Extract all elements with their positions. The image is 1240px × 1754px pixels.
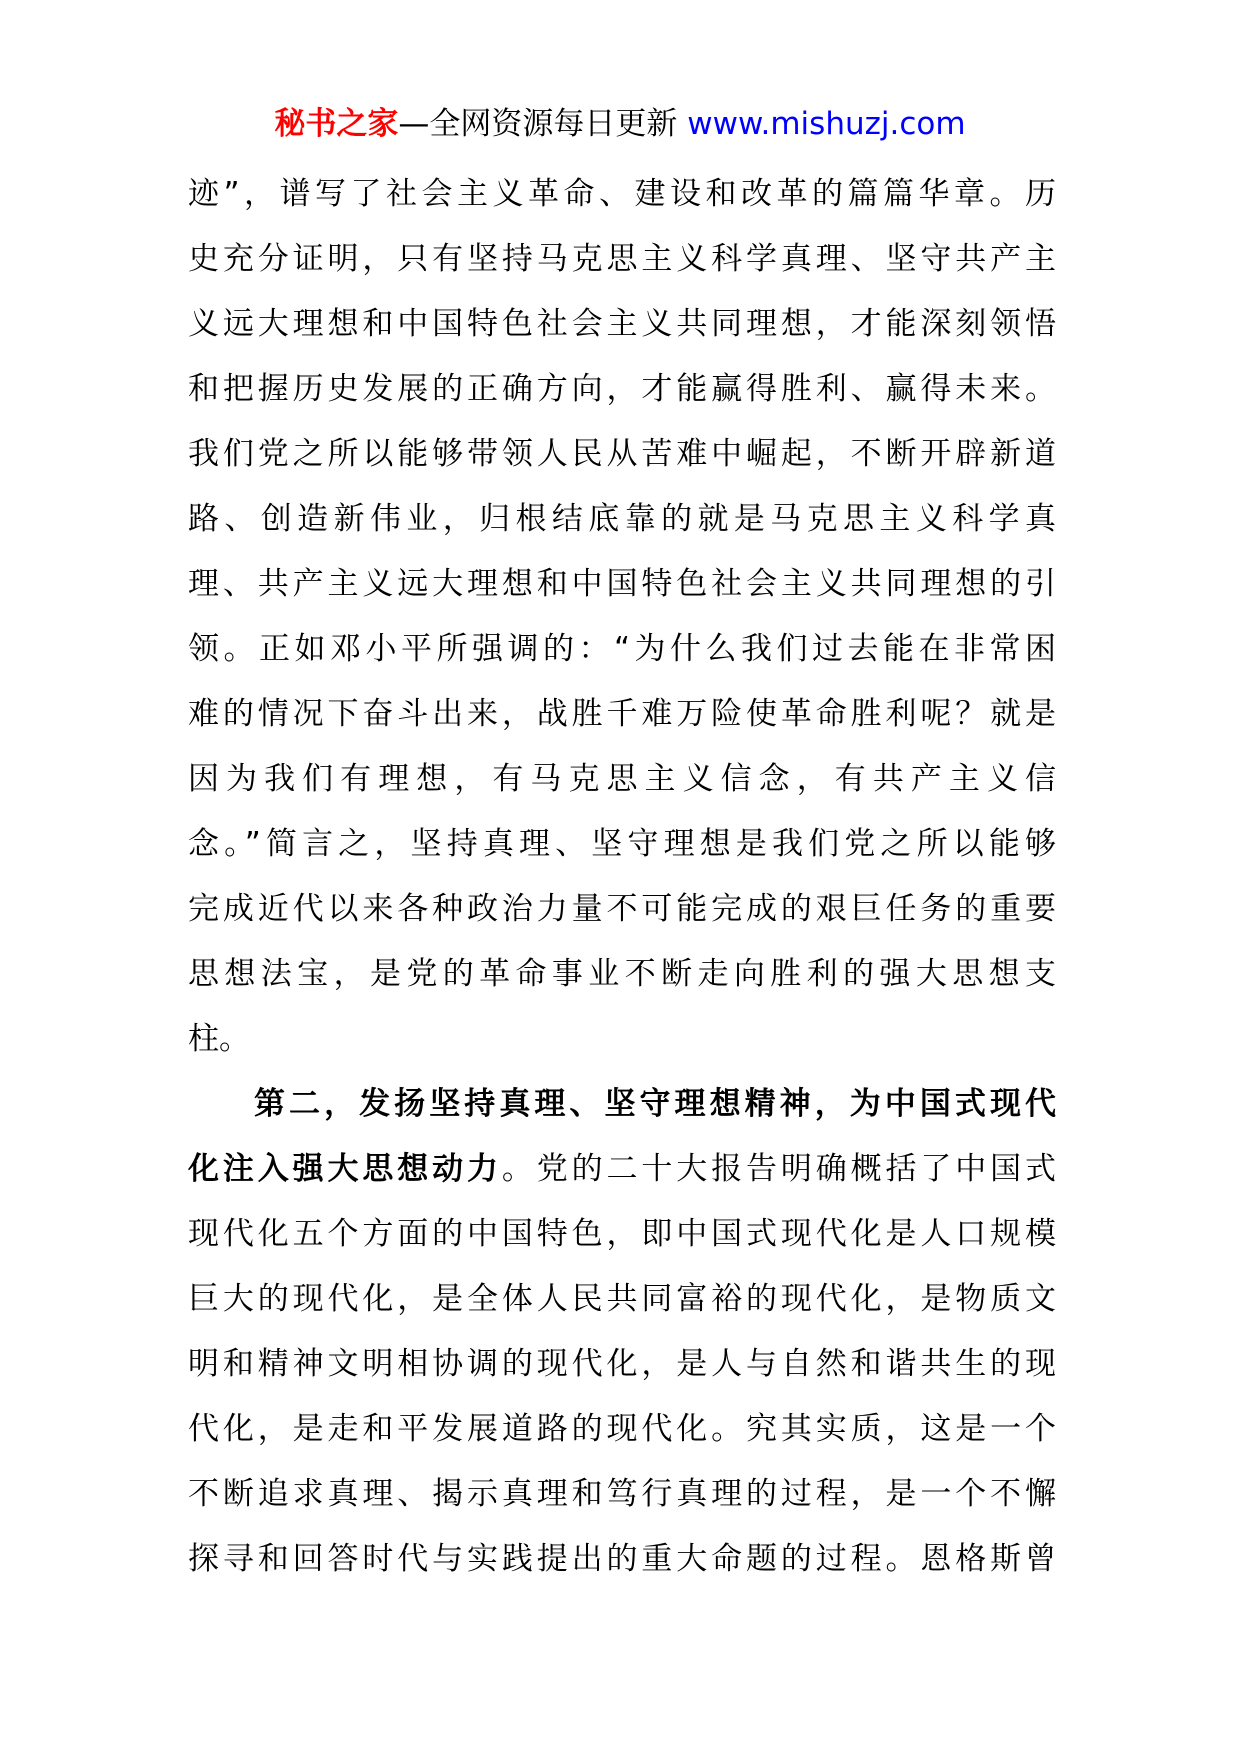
text-line: 难的情况下奋斗出来，战胜千难万险使革命胜利呢？就是 xyxy=(188,696,1056,732)
text-line: 我们党之所以能够带领人民从苦难中崛起，不断开辟新道 xyxy=(188,436,1056,472)
site-brand: 秘书之家 xyxy=(274,106,399,142)
text-line: 和把握历史发展的正确方向，才能赢得胜利、赢得未来。 xyxy=(188,371,1056,407)
text-line: 探寻和回答时代与实践提出的重大命题的过程。恩格斯曾 xyxy=(188,1541,1056,1577)
text-line: 巨大的现代化，是全体人民共同富裕的现代化，是物质文 xyxy=(188,1281,1056,1317)
section-heading-rest: 。党的二十大报告明确概括了中国式 xyxy=(501,1151,1056,1187)
text-line: 迹”，谱写了社会主义革命、建设和改革的篇篇华章。历 xyxy=(188,176,1056,212)
text-line: 明和精神文明相协调的现代化，是人与自然和谐共生的现 xyxy=(188,1346,1056,1382)
text-line: 念。”简言之，坚持真理、坚守理想是我们党之所以能够 xyxy=(188,826,1056,862)
document-body xyxy=(188,162,1056,1592)
text-line: 史充分证明，只有坚持马克思主义科学真理、坚守共产主 xyxy=(188,241,1056,277)
text-line: 义远大理想和中国特色社会主义共同理想，才能深刻领悟 xyxy=(188,306,1056,342)
text-line: 现代化五个方面的中国特色，即中国式现代化是人口规模 xyxy=(188,1216,1056,1252)
text-line: 路、创造新伟业，归根结底靠的就是马克思主义科学真 xyxy=(188,501,1056,537)
text-line: 领。正如邓小平所强调的：“为什么我们过去能在非常困 xyxy=(188,631,1056,667)
site-tagline: —全网资源每日更新 xyxy=(398,106,688,142)
text-line: 思想法宝，是党的革命事业不断走向胜利的强大思想支 xyxy=(188,956,1056,992)
text-line: 理、共产主义远大理想和中国特色社会主义共同理想的引 xyxy=(188,566,1056,602)
section-heading-continued xyxy=(188,1137,1056,1202)
text-line: 代化，是走和平发展道路的现代化。究其实质，这是一个 xyxy=(188,1411,1056,1447)
text-line: 完成近代以来各种政治力量不可能完成的艰巨任务的重要 xyxy=(188,891,1056,927)
section-heading-bold-part: 化注入强大思想动力 xyxy=(188,1151,502,1187)
text-line: 因为我们有理想，有马克思主义信念，有共产主义信 xyxy=(188,761,1056,797)
text-line: 不断追求真理、揭示真理和笃行真理的过程，是一个不懈 xyxy=(188,1476,1056,1512)
site-url-link[interactable]: www.mishuzj.com xyxy=(687,106,966,142)
text-line: 柱。 xyxy=(188,1021,250,1057)
site-header xyxy=(0,100,1240,148)
section-heading: 第二，发扬坚持真理、坚守理想精神，为中国式现代 xyxy=(254,1086,1056,1122)
